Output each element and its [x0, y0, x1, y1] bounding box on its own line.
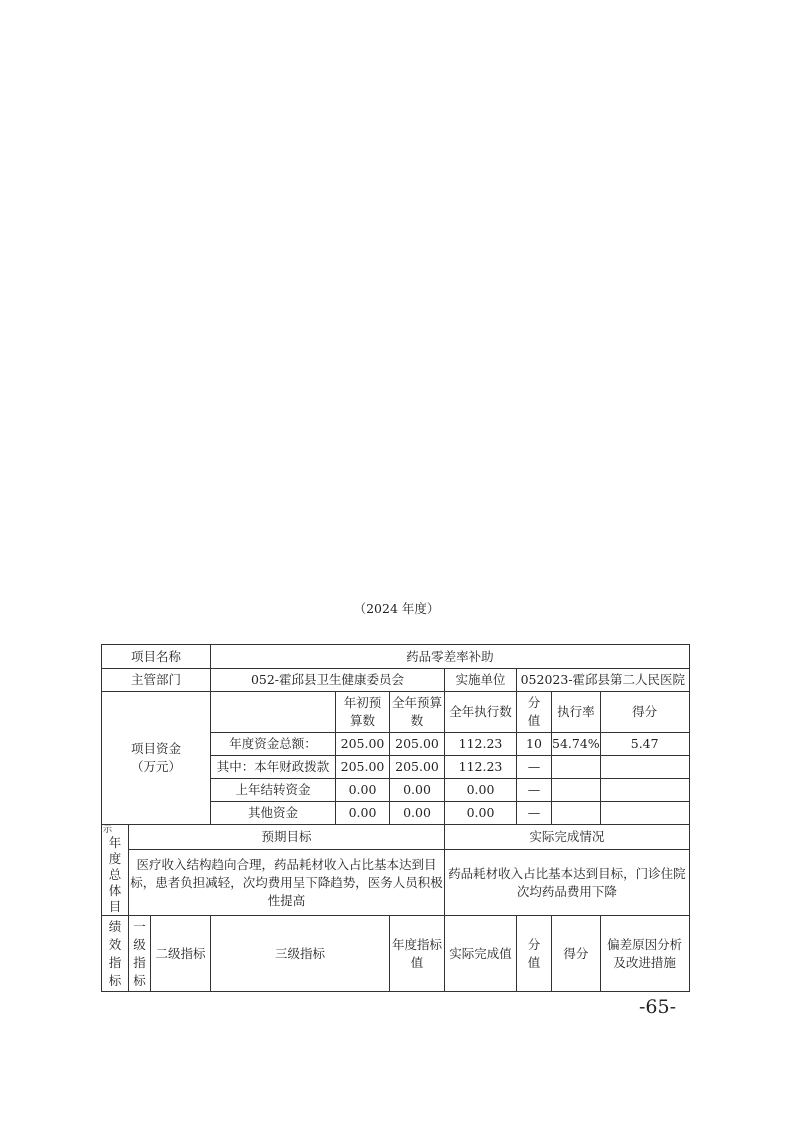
header-budget-full: 全年预算 数 [390, 692, 445, 733]
funds-blank-cell [211, 692, 336, 733]
fund-row-label: 年度资金总额： [211, 733, 336, 756]
fund-row-label: 其中：本年财政拨款 [211, 756, 336, 779]
fund-row-init: 0.00 [336, 802, 390, 825]
fund-row-rate [552, 802, 601, 825]
performance-evaluation-table [101, 644, 690, 992]
header-executed: 全年执行数 [445, 692, 517, 733]
fund-row-score [600, 756, 689, 779]
header-score: 得分 [600, 692, 689, 733]
indicator-score-value-label: 分 值 [517, 916, 552, 992]
fund-row-value: — [517, 756, 552, 779]
actual-value-label: 实际完成值 [445, 916, 517, 992]
fund-row-value: — [517, 802, 552, 825]
fund-row-rate [552, 756, 601, 779]
deviation-analysis-label: 偏差原因分析 及改进措施 [600, 916, 689, 992]
fund-row-rate: 54.74% [552, 733, 601, 756]
fund-row-init: 205.00 [336, 756, 390, 779]
actual-status-label: 实际完成情况 [445, 825, 690, 850]
fund-row-label: 其他资金 [211, 802, 336, 825]
fund-row-exec: 112.23 [445, 733, 517, 756]
table-row [102, 850, 690, 916]
project-name-value: 药品零差率补助 [211, 645, 690, 669]
goal-side-text: 年 度 总 体 目 [108, 835, 122, 914]
level2-indicator-label: 二级指标 [151, 916, 211, 992]
fund-row-exec: 0.00 [445, 779, 517, 802]
fund-row-full: 0.00 [390, 802, 445, 825]
fund-row-score [600, 802, 689, 825]
header-budget-init: 年初预 算数 [336, 692, 390, 733]
actual-status-text: 药品耗材收入占比基本达到目标，门诊住院次均药品费用下降 [445, 850, 690, 916]
header-exec-rate: 执行率 [552, 692, 601, 733]
fund-row-score: 5.47 [600, 733, 689, 756]
fund-row-full: 205.00 [390, 733, 445, 756]
table-row [102, 692, 690, 733]
dept-value: 052-霍邱县卫生健康委员会 [211, 669, 445, 692]
dept-label: 主管部门 [102, 669, 211, 692]
expected-goal-label: 预期目标 [129, 825, 445, 850]
level3-indicator-label: 三级指标 [211, 916, 390, 992]
fund-row-label: 上年结转资金 [211, 779, 336, 802]
fund-row-value: 10 [517, 733, 552, 756]
level1-indicator-label: 一 级 指 标 [129, 916, 151, 992]
fund-row-rate [552, 779, 601, 802]
impl-value: 052023-霍邱县第二人民医院 [517, 669, 690, 692]
fund-row-init: 205.00 [336, 733, 390, 756]
indicator-score-label: 得分 [552, 916, 601, 992]
year-indicator-value-label: 年度指标 值 [390, 916, 445, 992]
header-score-value: 分 值 [517, 692, 552, 733]
table-row [102, 645, 690, 669]
fund-row-score [600, 779, 689, 802]
table-row [102, 916, 690, 992]
table-row [102, 825, 690, 850]
funds-label: 项目资金 （万元） [102, 692, 211, 825]
goal-side-small: 示 [103, 825, 113, 835]
fund-row-exec: 0.00 [445, 802, 517, 825]
impl-label: 实施单位 [445, 669, 517, 692]
table-row [102, 669, 690, 692]
fund-row-init: 0.00 [336, 779, 390, 802]
fund-row-value: — [517, 779, 552, 802]
fund-row-full: 0.00 [390, 779, 445, 802]
fund-row-exec: 112.23 [445, 756, 517, 779]
expected-goal-text: 医疗收入结构趋向合理，药品耗材收入占比基本达到目标，患者负担减轻，次均费用呈下降趋势，医务人员积极性提高 [129, 850, 445, 916]
fund-row-full: 205.00 [390, 756, 445, 779]
perf-indicator-label: 绩 效 指 标 [102, 916, 129, 992]
year-caption: （2024 年度） [353, 601, 440, 616]
page-number: -65- [639, 996, 677, 1018]
goal-side-label [102, 825, 129, 916]
project-name-label: 项目名称 [102, 645, 211, 669]
